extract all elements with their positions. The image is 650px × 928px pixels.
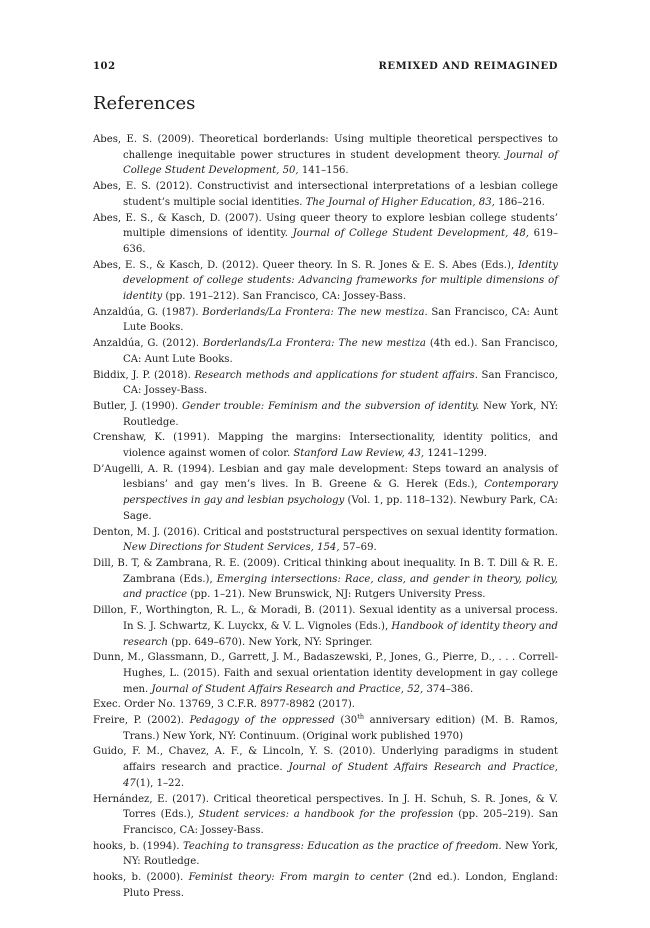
reference-text: Crenshaw, K. (1991). Mapping the margins: Intersectionality, identity politics, and violence against women of color.: [93, 432, 558, 460]
reference-italic-text: Borderlands/La Frontera: The new mestiza: [202, 338, 426, 350]
reference-italic-text: Borderlands/La Frontera: The new mestiza.: [202, 306, 428, 318]
superscript-text: th: [357, 712, 365, 721]
section-heading: References: [93, 93, 196, 114]
reference-text: Dill, B. T, & Zambrana, R. E. (2009). Critical thinking about inequality. In B. T. Dill & R. E. Zambrana (Eds.),: [93, 557, 558, 585]
reference-italic-text: Research methods and applications for student affairs.: [194, 369, 478, 381]
reference-italic-text: Journal of Student Affairs Research and Practice, 47: [123, 762, 559, 789]
reference-text: Biddix, J. P. (2018).: [93, 369, 195, 381]
reference-entry: [93, 305, 558, 336]
reference-entry: [93, 211, 558, 258]
reference-italic-text: Stanford Law Review, 43,: [293, 448, 425, 460]
reference-italic-text: Pedagogy of the oppressed: [189, 715, 335, 727]
reference-text: 57–69.: [339, 542, 377, 554]
reference-text: Denton, M. J. (2016). Critical and poststructural perspectives on sexual identity formation.: [93, 526, 558, 538]
reference-italic-text: Journal of College Student Development, 48,: [292, 228, 530, 240]
reference-entry: [93, 179, 558, 210]
reference-text: Abes, E. S., & Kasch, D. (2007). Using queer theory to explore lesbian college students’ multiple dimensions of identity.: [93, 212, 558, 240]
reference-entry: [93, 368, 558, 399]
reference-entry: [93, 556, 558, 603]
reference-text: hooks, b. (2000).: [93, 872, 189, 884]
reference-text: Butler, J. (1990).: [93, 400, 182, 412]
reference-entry: [93, 839, 558, 870]
reference-text: New York, NY: Routledge.: [123, 840, 559, 868]
reference-entry: [93, 744, 558, 791]
reference-text: Hernández, E. (2017). Critical theoretical perspectives. In J. H. Schuh, S. R. Jones, & V. Torres (Eds.),: [93, 793, 558, 821]
reference-text: San Francisco, CA: Aunt Lute Books.: [123, 306, 558, 334]
reference-text: anniversary edition) (M. B. Ramos, Trans.) New York, NY: Continuum. (Original work published 1970): [123, 715, 558, 742]
reference-text: (pp. 649–670). New York, NY: Springer.: [167, 636, 373, 648]
reference-text: 619–636.: [123, 228, 558, 255]
reference-entry: [93, 462, 558, 525]
reference-italic-text: Journal of Student Affairs Research and Practice, 52,: [151, 683, 424, 695]
reference-text: (Vol. 1, pp. 118–132). Newbury Park, CA: Sage.: [123, 495, 558, 522]
reference-text: Dillon, F., Worthington, R. L., & Moradi, B. (2011). Sexual identity as a universal process. In S. J. Schwartz, K. Luyckx, & V. L. Vignoles (Eds.),: [93, 605, 558, 632]
reference-entry: [93, 713, 558, 744]
reference-text: Abes, E. S. (2009). Theoretical borderlands: Using multiple theoretical perspectives to challenge inequitable power structures in student development theory.: [93, 134, 558, 161]
reference-italic-text: Emerging intersections: Race, class, and gender in theory, policy, and practice: [123, 573, 558, 601]
reference-italic-text: Gender trouble: Feminism and the subversion of identity.: [182, 400, 480, 412]
reference-list: [93, 132, 558, 901]
reference-text: Anzaldúa, G. (1987).: [93, 306, 203, 318]
reference-text: Abes, E. S. (2012). Constructivist and intersectional interpretations of a lesbian college student’s multiple social identities.: [93, 181, 558, 208]
reference-italic-text: New Directions for Student Services, 154,: [123, 542, 340, 554]
reference-text: (30: [334, 715, 358, 727]
reference-entry: [93, 430, 558, 461]
reference-italic-text: Contemporary perspectives in gay and lesbian psychology: [123, 479, 558, 507]
reference-entry: [93, 525, 558, 556]
reference-entry: [93, 697, 558, 713]
reference-text: Anzaldúa, G. (2012).: [93, 338, 203, 350]
reference-text: (pp. 205–219). San Francisco, CA: Jossey-Bass.: [123, 809, 559, 836]
reference-text: Dunn, M., Glassmann, D., Garrett, J. M., Badaszewski, P., Jones, G., Pierre, D., . . . Correll-Hughes, L. (2015). Faith and sexual orientation identity development in gay college men.: [93, 652, 558, 695]
reference-italic-text: Teaching to transgress: Education as the practice of freedom.: [182, 840, 502, 852]
reference-text: 141–156.: [298, 165, 349, 177]
reference-entry: [93, 399, 558, 430]
running-head: [93, 61, 558, 72]
reference-entry: [93, 132, 558, 179]
reference-text: Guido, F. M., Chavez, A. F., & Lincoln, Y. S. (2010). Underlying paradigms in student affairs research and practice.: [93, 746, 558, 774]
reference-text: Exec. Order No. 13769, 3 C.F.R. 8977-8982 (2017).: [93, 699, 355, 711]
reference-text: Freire, P. (2002).: [93, 715, 190, 727]
reference-italic-text: The Journal of Higher Education, 83,: [305, 196, 495, 208]
reference-text: (pp. 1–21). New Brunswick, NJ: Rutgers University Press.: [187, 589, 486, 601]
page-number: 102: [93, 61, 116, 72]
reference-entry: [93, 258, 558, 305]
reference-entry: [93, 603, 558, 650]
reference-text: New York, NY: Routledge.: [123, 400, 559, 428]
reference-entry: [93, 870, 558, 901]
reference-text: (2nd ed.). London, England: Pluto Press.: [123, 872, 558, 899]
reference-italic-text: Student services: a handbook for the profession: [198, 809, 454, 821]
reference-text: 374–386.: [423, 683, 474, 695]
reference-text: 1241–1299.: [424, 448, 487, 460]
reference-entry: [93, 336, 558, 367]
reference-entry: [93, 792, 558, 839]
reference-text: D’Augelli, A. R. (1994). Lesbian and gay male development: Steps toward an analysis of lesbians’ and gay men’s lives. In B. Greene & G. Herek (Eds.),: [93, 463, 558, 491]
reference-italic-text: Identity development of college students: Advancing frameworks for multiple dimensions of identity: [123, 259, 558, 303]
reference-text: (pp. 191–212). San Francisco, CA: Jossey-Bass.: [162, 291, 407, 303]
reference-text: (1), 1–22.: [135, 777, 185, 789]
running-title: REMIXED AND REIMAGINED: [378, 61, 558, 72]
reference-text: 186–216.: [494, 196, 545, 208]
reference-italic-text: Journal of College Student Development, 50,: [123, 149, 558, 177]
reference-italic-text: Feminist theory: From margin to center: [188, 872, 404, 884]
reference-entry: [93, 650, 558, 697]
reference-text: Abes, E. S., & Kasch, D. (2012). Queer theory. In S. R. Jones & E. S. Abes (Eds.),: [93, 259, 519, 271]
reference-text: San Francisco, CA: Jossey-Bass.: [123, 369, 558, 397]
reference-italic-text: Handbook of identity theory and research: [123, 620, 558, 648]
reference-text: (4th ed.). San Francisco, CA: Aunt Lute Books.: [123, 338, 558, 365]
reference-text: hooks, b. (1994).: [93, 840, 183, 852]
